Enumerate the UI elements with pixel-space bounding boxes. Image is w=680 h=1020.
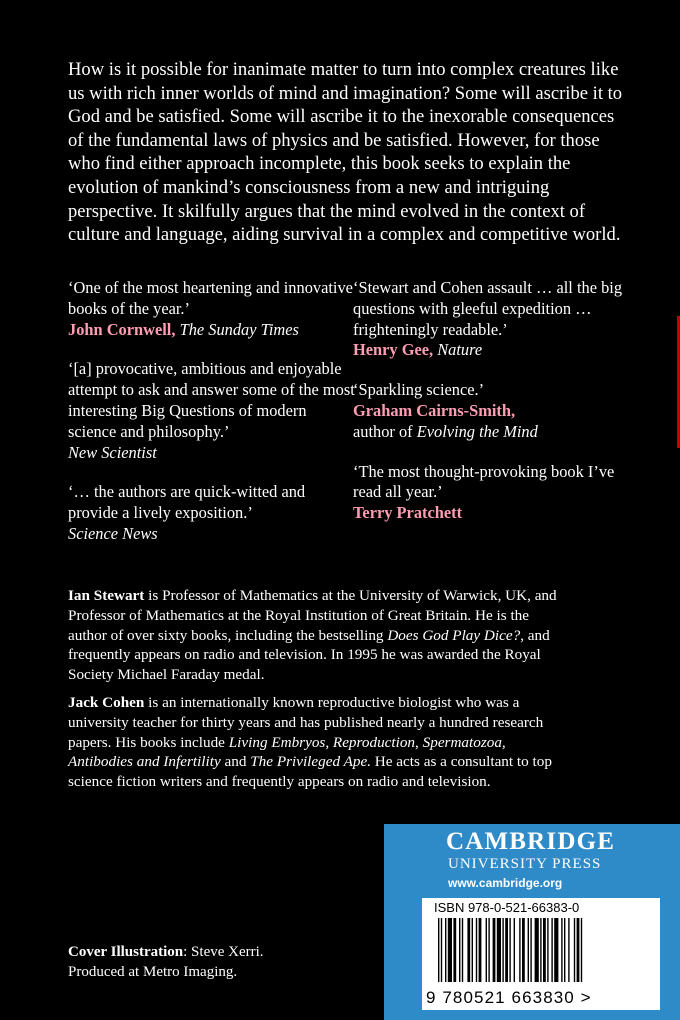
barcode-bar — [514, 918, 515, 982]
quote-source: Evolving the Mind — [416, 421, 538, 441]
cover-credits — [68, 942, 264, 982]
bio-text: , — [415, 733, 423, 751]
bio-stewart — [68, 586, 568, 685]
author-name: Jack Cohen — [68, 693, 145, 711]
barcode-bar — [448, 918, 452, 982]
barcode-icon — [430, 918, 652, 988]
barcode-bar — [530, 918, 531, 982]
barcode-bar — [441, 918, 442, 982]
quote-text: ‘… the authors are quick-witted and provide a lively exposition.’ — [68, 482, 306, 523]
barcode-bar — [509, 918, 510, 982]
bio-text: He acts as a consultant to top science fiction writers and frequently appears on radio and television. — [68, 753, 552, 791]
bio-cohen — [68, 693, 568, 792]
quote-cornwell — [68, 278, 358, 340]
bio-text: is an internationally known reproductive biologist who was a university teacher for thirty years and has published nearly a hundred research papers. His books include — [68, 693, 544, 751]
barcode-bar — [522, 918, 525, 982]
barcode-bar — [564, 918, 565, 982]
quote-text: ‘Stewart and Cohen assault … all the big questions with gleeful expedition … frighteningly readable.’ — [353, 278, 623, 339]
author-name: Ian Stewart — [68, 587, 145, 604]
quote-source: The Sunday Times — [179, 319, 299, 339]
quote-text: ‘Sparkling science.’ — [353, 380, 485, 400]
barcode-bar — [453, 918, 456, 982]
barcode-bar — [472, 918, 473, 982]
credit-produced: Produced at Metro Imaging. — [68, 964, 238, 980]
quote-text: ‘The most thought-provoking book I’ve read all year.’ — [353, 461, 615, 502]
publisher-name: CAMBRIDGE — [446, 828, 616, 855]
bio-text: and — [220, 753, 251, 771]
barcode-bar — [528, 918, 529, 982]
book-title: Does God Play Dice? — [387, 626, 521, 644]
barcode-bar — [479, 918, 482, 982]
barcode-bar — [554, 918, 558, 982]
quote-attribution: Henry Gee — [353, 340, 430, 360]
quote-source: Science News — [68, 523, 158, 543]
quote-source: Nature — [437, 340, 483, 360]
barcode-bar — [519, 918, 520, 982]
author-bios — [68, 586, 568, 800]
barcode-bar — [493, 918, 496, 982]
barcode-bar — [486, 918, 487, 982]
barcode-bar — [502, 918, 503, 982]
barcode-digits: 9 780521 663830 > — [426, 988, 592, 1007]
quote-science-news — [68, 482, 358, 544]
quote-attribution: Terry Pratchett — [353, 503, 463, 523]
quote-text: ‘One of the most heartening and innovative books of the year.’ — [68, 278, 353, 318]
quotes-right-column — [353, 278, 643, 543]
publisher-url: www.cambridge.org — [448, 876, 563, 890]
barcode-bar — [467, 918, 470, 982]
barcode-bar — [438, 918, 439, 982]
publisher-block — [384, 824, 680, 1020]
barcode-box — [422, 898, 660, 1010]
attribution-separator: , — [429, 340, 438, 360]
attribution-separator: , — [511, 400, 516, 420]
barcode-bar — [445, 918, 446, 982]
quote-pratchett — [353, 462, 643, 524]
bio-text: is Professor of Mathematics at the University of Warwick, UK, and Professor of Mathematics at the Royal Institution of Great Britain. He is the author of over sixty books, including the bestselling — [68, 587, 557, 644]
quotes-left-column — [68, 278, 358, 564]
barcode-bar — [497, 918, 501, 982]
barcode-bar — [505, 918, 508, 982]
barcode-bar — [574, 918, 575, 982]
barcode-bar — [577, 918, 580, 982]
quote-note: author of — [353, 421, 417, 441]
barcode-bar — [568, 918, 569, 982]
blurb-paragraph: How is it possible for inanimate matter to turn into complex creatures like us with rich inner worlds of mind and imagination? Some will ascribe it to God and be satisfied. Some will ascribe it to the inexorable consequences of the fundamental laws of physics and be satisfied. However, for those who find either approach incomplete, this book seeks to explain the evolution of mankind’s consciousness from a new and intriguing perspective. It skilfully argues that the mind evolved in the context of culture and language, aiding survival in a complex and competitive world. — [68, 59, 623, 246]
barcode-bar — [488, 918, 489, 982]
barcode-bar — [459, 918, 460, 982]
quote-attribution: John Cornwell — [68, 319, 172, 339]
isbn-label: ISBN 978-0-521-66383-0 — [434, 900, 580, 915]
attribution-separator: , — [171, 319, 180, 339]
barcode-bar — [462, 918, 463, 982]
quote-new-scientist — [68, 359, 358, 463]
barcode-bar — [535, 918, 539, 982]
publisher-subtitle: UNIVERSITY PRESS — [448, 856, 602, 872]
book-title: Living Embryos, Reproduction — [228, 733, 416, 751]
barcode-bar — [551, 918, 552, 982]
quote-gee — [353, 278, 643, 361]
barcode-bar — [547, 918, 548, 982]
quote-attribution: Graham Cairns-Smith — [353, 400, 511, 420]
bio-text: , and frequently appears on radio and television. In 1995 he was awarded the Royal Society Michael Faraday medal. — [68, 626, 550, 684]
credit-illustrator: : Steve Xerri. — [183, 944, 264, 960]
barcode-bar — [476, 918, 477, 982]
quote-text: ‘[a] provocative, ambitious and enjoyable attempt to ask and answer some of the most interesting Big Questions of modern science and philosophy.’ — [68, 359, 355, 441]
barcode-bar — [581, 918, 582, 982]
book-title: Spermatozoa, Antibodies and Infertility — [68, 733, 506, 771]
quote-cairns-smith — [353, 380, 643, 442]
barcode-bar — [561, 918, 562, 982]
credit-label: Cover Illustration — [68, 944, 184, 960]
quote-source: New Scientist — [68, 442, 157, 462]
barcode-bar — [540, 918, 541, 982]
book-title: The Privileged Ape. — [250, 753, 371, 771]
barcode-bar — [543, 918, 546, 982]
